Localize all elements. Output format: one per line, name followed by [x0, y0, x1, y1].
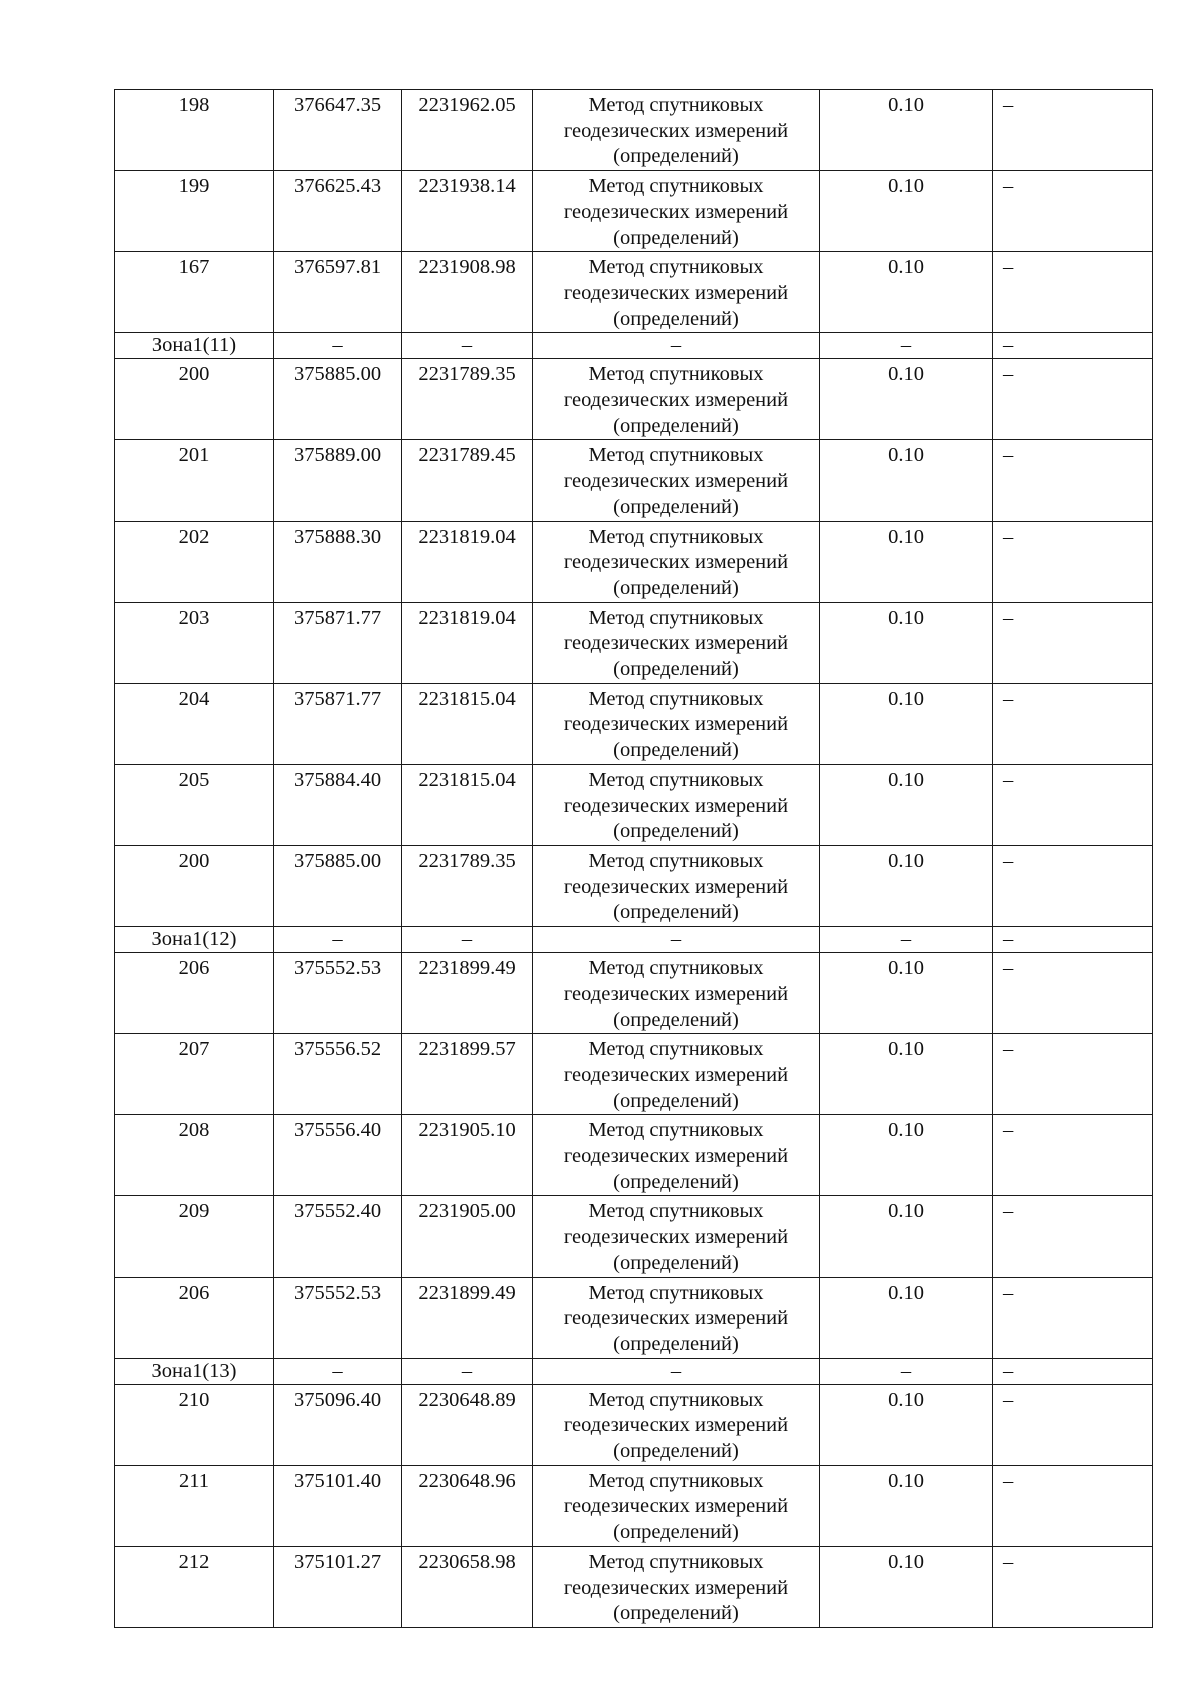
note-cell: – — [993, 359, 1153, 440]
coordinate-x-cell: 376647.35 — [274, 90, 402, 171]
coordinate-x-cell: 376597.81 — [274, 252, 402, 333]
note-cell: – — [993, 252, 1153, 333]
note-cell: – — [993, 333, 1153, 359]
accuracy-cell: 0.10 — [820, 1034, 993, 1115]
point-number-cell: 200 — [115, 845, 274, 926]
table-row — [115, 521, 1153, 602]
coordinate-x-cell: 375552.40 — [274, 1196, 402, 1277]
coordinate-y-cell: 2231819.04 — [402, 602, 533, 683]
table-row — [115, 1034, 1153, 1115]
method-cell: Метод спутниковых геодезических измерений (определений) — [533, 1384, 820, 1465]
coordinate-y-cell: 2230658.98 — [402, 1546, 533, 1627]
coordinate-y-cell: 2230648.89 — [402, 1384, 533, 1465]
accuracy-cell: 0.10 — [820, 764, 993, 845]
coordinate-y-cell: 2231815.04 — [402, 764, 533, 845]
coordinate-y-cell: 2231962.05 — [402, 90, 533, 171]
point-number-cell: 199 — [115, 171, 274, 252]
table-row — [115, 1196, 1153, 1277]
point-number-cell: 198 — [115, 90, 274, 171]
method-cell: Метод спутниковых геодезических измерений (определений) — [533, 1546, 820, 1627]
coordinate-x-cell: 375889.00 — [274, 440, 402, 521]
point-number-cell: 205 — [115, 764, 274, 845]
table-row — [115, 252, 1153, 333]
point-number-cell: 200 — [115, 359, 274, 440]
point-number-cell: Зона1(11) — [115, 333, 274, 359]
note-cell: – — [993, 683, 1153, 764]
point-number-cell: 211 — [115, 1465, 274, 1546]
point-number-cell: 208 — [115, 1115, 274, 1196]
method-cell: Метод спутниковых геодезических измерений (определений) — [533, 953, 820, 1034]
point-number-cell: Зона1(12) — [115, 927, 274, 953]
coordinate-x-cell: 376625.43 — [274, 171, 402, 252]
table-row — [115, 602, 1153, 683]
point-number-cell: 206 — [115, 1277, 274, 1358]
note-cell: – — [993, 1034, 1153, 1115]
coordinate-x-cell: 375888.30 — [274, 521, 402, 602]
point-number-cell: 210 — [115, 1384, 274, 1465]
coordinate-x-cell: – — [274, 927, 402, 953]
method-cell: – — [533, 927, 820, 953]
accuracy-cell: 0.10 — [820, 252, 993, 333]
note-cell: – — [993, 1277, 1153, 1358]
point-number-cell: 201 — [115, 440, 274, 521]
coordinate-y-cell: – — [402, 927, 533, 953]
coordinate-x-cell: 375884.40 — [274, 764, 402, 845]
coordinate-y-cell: 2231899.57 — [402, 1034, 533, 1115]
method-cell: Метод спутниковых геодезических измерений (определений) — [533, 1034, 820, 1115]
method-cell: Метод спутниковых геодезических измерений (определений) — [533, 683, 820, 764]
note-cell: – — [993, 602, 1153, 683]
note-cell: – — [993, 440, 1153, 521]
accuracy-cell: 0.10 — [820, 1546, 993, 1627]
coordinate-x-cell: 375885.00 — [274, 845, 402, 926]
coordinate-x-cell: – — [274, 1358, 402, 1384]
note-cell: – — [993, 927, 1153, 953]
point-number-cell: 203 — [115, 602, 274, 683]
coordinate-y-cell: 2231789.35 — [402, 359, 533, 440]
accuracy-cell: 0.10 — [820, 1277, 993, 1358]
zone-header-row — [115, 333, 1153, 359]
zone-header-row — [115, 927, 1153, 953]
point-number-cell: 207 — [115, 1034, 274, 1115]
method-cell: Метод спутниковых геодезических измерений (определений) — [533, 359, 820, 440]
accuracy-cell: 0.10 — [820, 171, 993, 252]
coordinate-y-cell: 2231789.45 — [402, 440, 533, 521]
coordinate-x-cell: 375101.40 — [274, 1465, 402, 1546]
table-row — [115, 764, 1153, 845]
coordinate-y-cell: 2231908.98 — [402, 252, 533, 333]
method-cell: – — [533, 1358, 820, 1384]
coordinate-y-cell: 2231819.04 — [402, 521, 533, 602]
method-cell: Метод спутниковых геодезических измерений (определений) — [533, 602, 820, 683]
method-cell: Метод спутниковых геодезических измерений (определений) — [533, 764, 820, 845]
coordinate-y-cell: 2230648.96 — [402, 1465, 533, 1546]
table-row — [115, 1465, 1153, 1546]
method-cell: Метод спутниковых геодезических измерений (определений) — [533, 440, 820, 521]
coordinate-x-cell: 375556.52 — [274, 1034, 402, 1115]
note-cell: – — [993, 521, 1153, 602]
point-number-cell: 202 — [115, 521, 274, 602]
note-cell: – — [993, 1384, 1153, 1465]
coordinate-y-cell: 2231789.35 — [402, 845, 533, 926]
accuracy-cell: 0.10 — [820, 440, 993, 521]
table-row — [115, 683, 1153, 764]
coordinate-y-cell: 2231905.00 — [402, 1196, 533, 1277]
coordinates-table — [114, 89, 1153, 1628]
note-cell: – — [993, 1196, 1153, 1277]
coordinate-y-cell: 2231938.14 — [402, 171, 533, 252]
point-number-cell: 212 — [115, 1546, 274, 1627]
point-number-cell: Зона1(13) — [115, 1358, 274, 1384]
coordinate-x-cell: 375096.40 — [274, 1384, 402, 1465]
accuracy-cell: 0.10 — [820, 1196, 993, 1277]
note-cell: – — [993, 845, 1153, 926]
point-number-cell: 167 — [115, 252, 274, 333]
table-row — [115, 1384, 1153, 1465]
accuracy-cell: 0.10 — [820, 359, 993, 440]
accuracy-cell: 0.10 — [820, 90, 993, 171]
method-cell: Метод спутниковых геодезических измерений (определений) — [533, 1277, 820, 1358]
method-cell: Метод спутниковых геодезических измерений (определений) — [533, 171, 820, 252]
method-cell: Метод спутниковых геодезических измерений (определений) — [533, 90, 820, 171]
note-cell: – — [993, 1546, 1153, 1627]
coordinate-y-cell: – — [402, 333, 533, 359]
note-cell: – — [993, 90, 1153, 171]
coordinate-x-cell: 375101.27 — [274, 1546, 402, 1627]
accuracy-cell: 0.10 — [820, 845, 993, 926]
method-cell: Метод спутниковых геодезических измерений (определений) — [533, 1196, 820, 1277]
method-cell: Метод спутниковых геодезических измерений (определений) — [533, 845, 820, 926]
point-number-cell: 204 — [115, 683, 274, 764]
accuracy-cell: 0.10 — [820, 602, 993, 683]
accuracy-cell: 0.10 — [820, 953, 993, 1034]
note-cell: – — [993, 171, 1153, 252]
coordinate-y-cell: 2231815.04 — [402, 683, 533, 764]
coordinate-x-cell: 375871.77 — [274, 683, 402, 764]
table-row — [115, 1546, 1153, 1627]
accuracy-cell: 0.10 — [820, 1465, 993, 1546]
coordinate-x-cell: 375556.40 — [274, 1115, 402, 1196]
table-row — [115, 1277, 1153, 1358]
accuracy-cell: – — [820, 333, 993, 359]
method-cell: Метод спутниковых геодезических измерений (определений) — [533, 252, 820, 333]
accuracy-cell: 0.10 — [820, 1384, 993, 1465]
note-cell: – — [993, 1358, 1153, 1384]
method-cell: Метод спутниковых геодезических измерений (определений) — [533, 521, 820, 602]
table-row — [115, 845, 1153, 926]
coordinate-x-cell: 375871.77 — [274, 602, 402, 683]
accuracy-cell: – — [820, 927, 993, 953]
note-cell: – — [993, 1115, 1153, 1196]
note-cell: – — [993, 1465, 1153, 1546]
coordinate-x-cell: 375885.00 — [274, 359, 402, 440]
zone-header-row — [115, 1358, 1153, 1384]
table-row — [115, 1115, 1153, 1196]
method-cell: – — [533, 333, 820, 359]
note-cell: – — [993, 764, 1153, 845]
coordinate-y-cell: 2231899.49 — [402, 953, 533, 1034]
coordinate-y-cell: 2231905.10 — [402, 1115, 533, 1196]
accuracy-cell: – — [820, 1358, 993, 1384]
coordinate-y-cell: – — [402, 1358, 533, 1384]
note-cell: – — [993, 953, 1153, 1034]
accuracy-cell: 0.10 — [820, 1115, 993, 1196]
point-number-cell: 206 — [115, 953, 274, 1034]
table-row — [115, 171, 1153, 252]
method-cell: Метод спутниковых геодезических измерений (определений) — [533, 1465, 820, 1546]
method-cell: Метод спутниковых геодезических измерений (определений) — [533, 1115, 820, 1196]
accuracy-cell: 0.10 — [820, 521, 993, 602]
coordinate-x-cell: 375552.53 — [274, 1277, 402, 1358]
coordinate-y-cell: 2231899.49 — [402, 1277, 533, 1358]
coordinate-x-cell: – — [274, 333, 402, 359]
table-row — [115, 90, 1153, 171]
coordinate-x-cell: 375552.53 — [274, 953, 402, 1034]
accuracy-cell: 0.10 — [820, 683, 993, 764]
table-row — [115, 953, 1153, 1034]
table-row — [115, 359, 1153, 440]
table-row — [115, 440, 1153, 521]
point-number-cell: 209 — [115, 1196, 274, 1277]
coordinates-table-body — [115, 90, 1153, 1628]
